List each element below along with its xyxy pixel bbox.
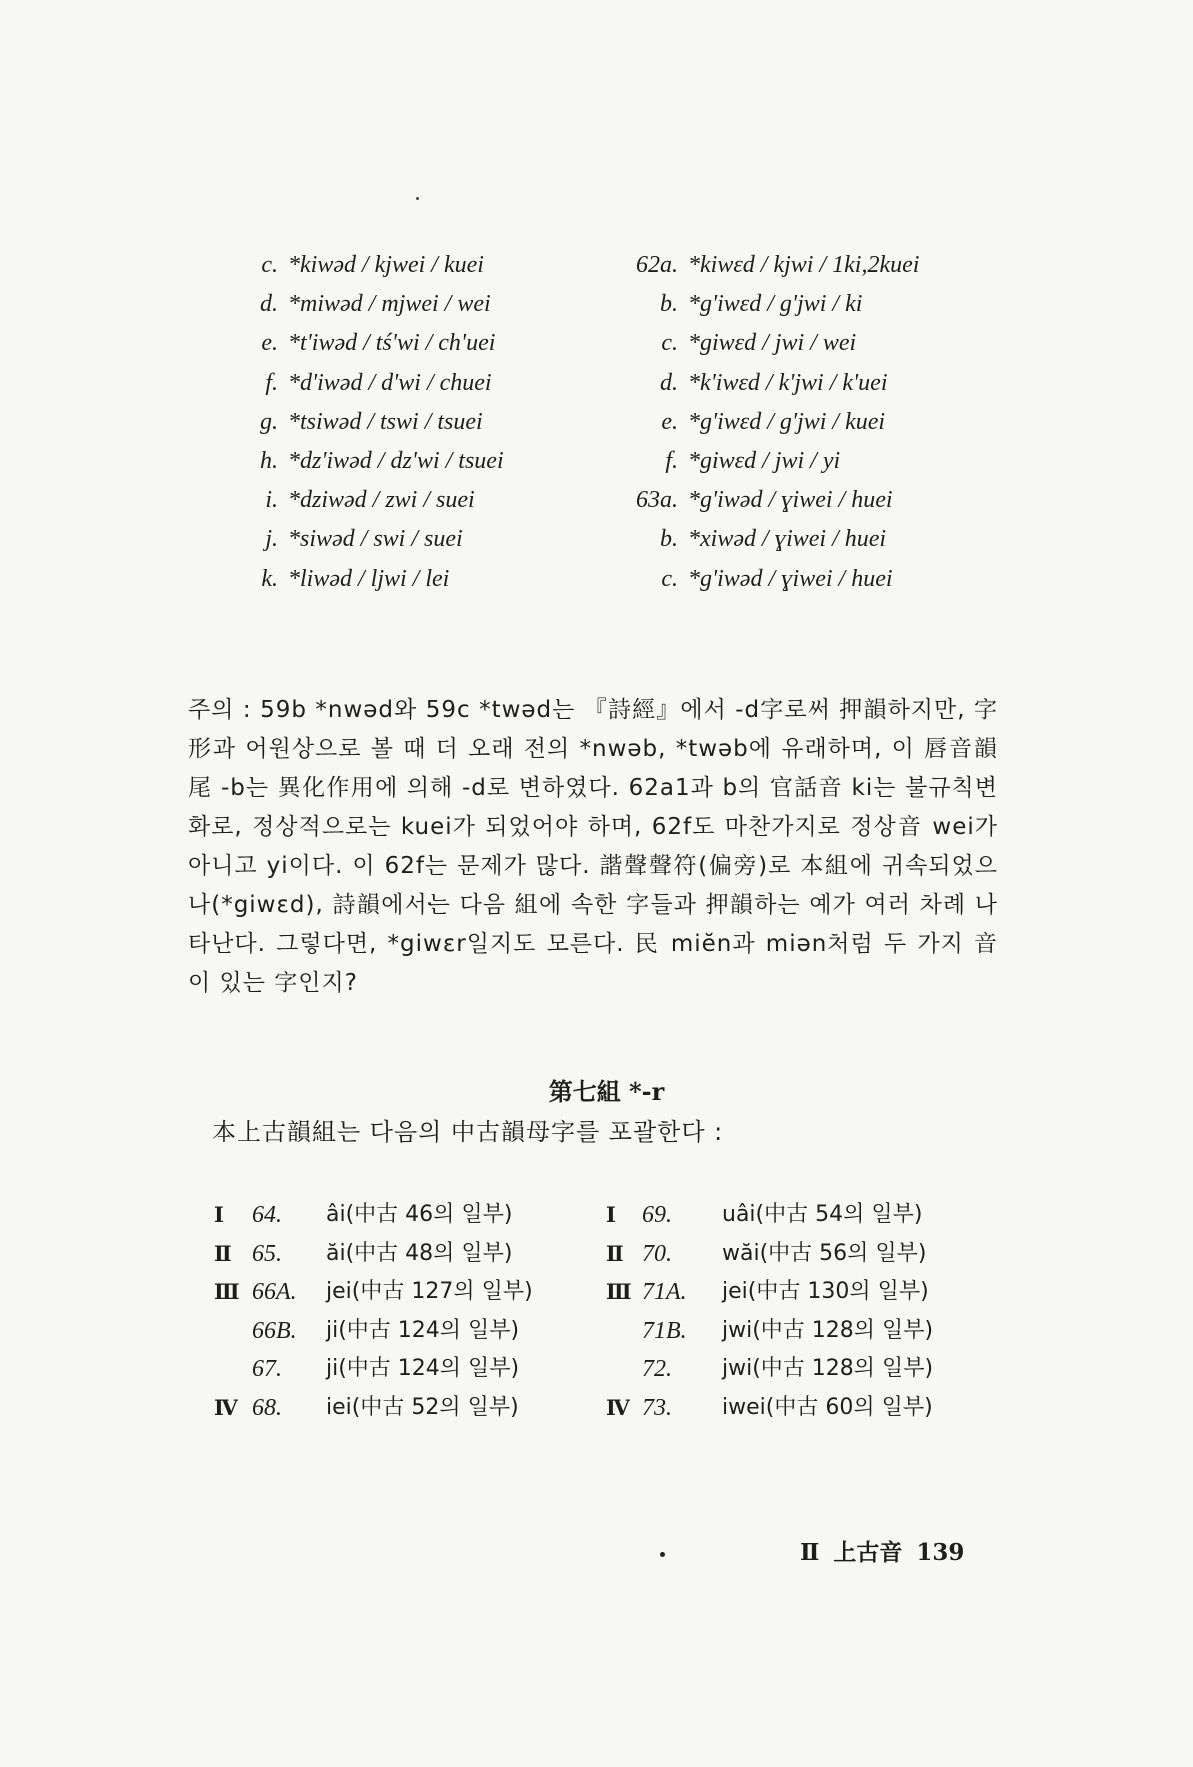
rhyme-row [606,1196,1006,1235]
form-text: *dz'iwəd / dz'wi / tsuei [288,447,504,474]
form-label: j. [265,526,278,553]
form-text: *g'iwəd / ɣiwei / huei [688,565,893,592]
form-text: *tsiwəd / tswi / tsuei [288,408,483,435]
rhyme-row [214,1350,594,1389]
division-numeral: Ⅳ [214,1394,238,1420]
rhyme-number: 65. [252,1240,282,1267]
speck [416,197,419,200]
chapter-numeral: Ⅱ [800,1539,820,1566]
rhyme-row [606,1389,1006,1428]
running-footer [800,1534,978,1567]
rhyme-text: wăi(中古 56의 일부) [722,1240,927,1266]
form-row [618,481,998,520]
form-text: *d'iwəd / d'wi / chuei [288,369,492,396]
form-row [618,403,998,442]
form-text: *dziwəd / zwi / suei [288,487,475,514]
rhyme-left-column [214,1196,594,1427]
form-label: f. [265,369,278,396]
rhyme-number: 67. [252,1356,282,1382]
form-row [232,442,572,481]
form-text: *kiwεd / kjwi / 1ki,2kuei [688,252,920,278]
chapter-title: 上古音 [833,1539,903,1566]
form-text: *xiwəd / ɣiwei / huei [688,526,887,553]
form-text: *kiwəd / kjwei / kuei [288,252,484,278]
form-row [232,560,572,599]
rhyme-row [214,1389,594,1428]
form-label: f. [665,447,678,474]
form-label: d. [660,369,678,396]
form-label: 63a. [636,487,678,514]
form-row [232,403,572,442]
form-label: i. [265,487,278,514]
rhyme-row [214,1273,594,1312]
form-row [232,364,572,403]
form-label: g. [260,408,278,435]
rhyme-text: ăi(中古 48의 일부) [326,1240,513,1266]
rhyme-text: iwei(中古 60의 일부) [722,1394,933,1420]
rhyme-right-column [606,1196,1006,1427]
division-numeral: Ⅰ [214,1202,224,1227]
form-row [618,285,998,324]
division-numeral: Ⅰ [606,1202,616,1227]
forms-left-column [232,246,572,599]
rhyme-text: jei(中古 130의 일부) [722,1279,929,1304]
division-numeral: Ⅱ [606,1240,624,1266]
rhyme-number: 71B. [642,1317,687,1344]
rhyme-number: 68. [252,1394,282,1421]
form-text: *g'iwεd / g'jwi / kuei [688,408,886,435]
form-text: *g'iwəd / ɣiwei / huei [688,487,893,514]
form-text: *siwəd / swi / suei [288,526,463,553]
form-row [618,442,998,481]
form-row [232,481,572,520]
rhyme-row [214,1196,594,1235]
division-numeral: Ⅲ [606,1279,632,1304]
note-paragraph: 주의 : 59b *nwəd와 59c *twəd는 『詩經』에서 -d字로써 押韻하지만, 字形과 어원상으로 볼 때 더 오래 전의 *nwəb, *twəb에 유래하며, 이 唇音韻尾 -b는 異化作用에 의해 -d로 변하였다. 62a1과 b의 官話音 ki는 불규칙변화로, 정상적으로는 kuei가 되었어야 하며, 62f도 마찬가지로 정상音 wei가 아니고 yi이다. 이 62f는 문제가 많다. 諧聲聲符(偏旁)로 本組에 귀속되었으나(*giwεd), 詩韻에서는 다음 組에 속한 字들과 押韻하는 예가 여러 차례 나타난다. 그렇다면, *giwεr일지도 모른다. 民 miĕn과 miən처럼 두 가지 音이 있는 字인지? [188,697,998,996]
form-text: *t'iwəd / tś'wi / ch'uei [288,330,496,357]
division-numeral: Ⅱ [214,1240,232,1266]
form-text: *k'iwεd / k'jwi / k'uei [688,369,888,396]
rhyme-text: ji(中古 124의 일부) [326,1317,520,1343]
rhyme-text: iei(中古 52의 일부) [326,1394,519,1420]
form-row [232,520,572,559]
form-label: 62a. [636,252,678,278]
forms-right-column [618,246,998,599]
rhyme-row [214,1235,594,1274]
form-label: c. [661,330,678,357]
rhyme-number: 66B. [252,1317,297,1344]
rhyme-text: jwi(中古 128의 일부) [722,1317,934,1343]
form-text: *g'iwεd / g'jwi / ki [688,291,863,318]
rhyme-text: âi(中古 46의 일부) [326,1202,513,1227]
form-text: *giwεd / jwi / yi [688,447,841,474]
form-label: e. [261,330,278,357]
form-text: *liwəd / ljwi / lei [288,565,450,592]
footer-dot [660,1552,665,1557]
form-row [618,560,998,599]
rhyme-number: 64. [252,1202,282,1228]
rhyme-text: jei(中古 127의 일부) [326,1279,533,1304]
division-numeral: Ⅲ [214,1279,240,1304]
form-label: e. [661,408,678,435]
rhyme-text: ji(中古 124의 일부) [326,1356,520,1381]
division-numeral: Ⅳ [606,1394,630,1420]
rhyme-number: 72. [642,1356,672,1382]
form-text: *miwəd / mjwei / wei [288,291,491,318]
rhyme-text: uâi(中古 54의 일부) [722,1202,923,1227]
rhyme-text: jwi(中古 128의 일부) [722,1356,934,1381]
rhyme-number: 69. [642,1202,672,1228]
form-row [618,324,998,363]
form-row [232,246,572,285]
form-row [618,364,998,403]
page-number: 139 [916,1539,965,1566]
form-row [618,246,998,285]
form-label: c. [261,252,278,278]
rhyme-row [214,1312,594,1351]
form-label: d. [260,291,278,318]
form-row [618,520,998,559]
form-label: b. [660,526,678,553]
rhyme-row [606,1273,1006,1312]
section-intro: 本上古韻組는 다음의 中古韻母字를 포괄한다 : [212,1118,724,1146]
rhyme-number: 71A. [642,1279,687,1305]
form-label: c. [661,565,678,592]
rhyme-number: 70. [642,1240,672,1267]
form-row [232,285,572,324]
form-label: k. [261,565,278,592]
form-row [232,324,572,363]
rhyme-row [606,1235,1006,1274]
rhyme-row [606,1350,1006,1389]
rhyme-number: 73. [642,1394,672,1421]
section-title: 第七組 *-r [548,1077,665,1106]
form-text: *giwεd / jwi / wei [688,330,857,357]
form-label: b. [660,291,678,318]
form-label: h. [260,447,278,474]
rhyme-row [606,1312,1006,1351]
rhyme-number: 66A. [252,1279,297,1305]
